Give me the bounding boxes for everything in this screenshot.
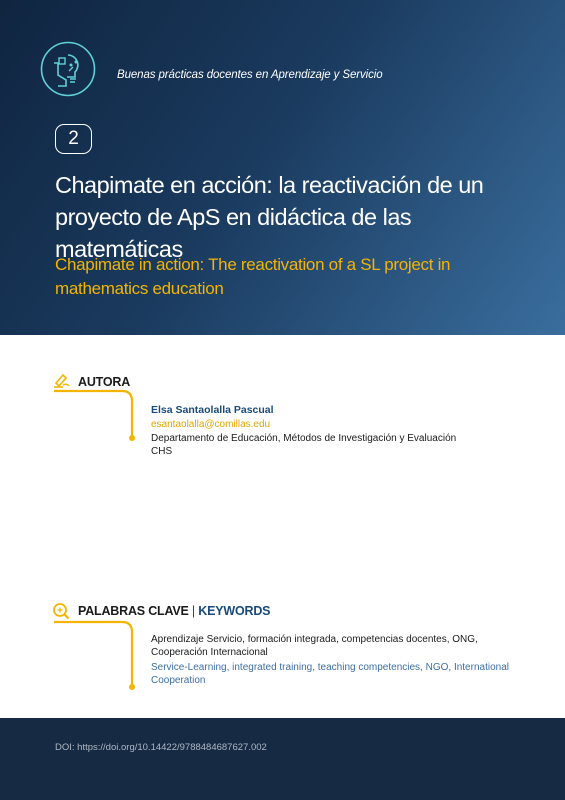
keywords-connector-line (52, 620, 136, 692)
magnifier-icon (52, 602, 70, 620)
author-section-label: AUTORA (78, 375, 131, 389)
title-spanish: Chapimate en acción: la reactivación de un proyecto de ApS en didáctica de las matemáticas (55, 172, 484, 262)
writing-hand-icon (53, 373, 71, 389)
footer-bar (0, 718, 565, 800)
keywords-label-english: KEYWORDS (198, 604, 271, 618)
keywords-section-label (78, 604, 270, 618)
header-banner (0, 0, 565, 335)
author-organization: CHS (151, 446, 173, 457)
chapter-number: 2 (55, 124, 92, 154)
author-connector-line (52, 389, 136, 443)
title-english: Chapimate in action: The reactivation of a SL project in mathematics education (55, 255, 451, 298)
doi-link[interactable]: DOI: https://doi.org/10.14422/9788484687627.002 (55, 742, 267, 753)
keywords-english: Service-Learning, integrated training, teaching competencies, NGO, International Cooperation (151, 662, 509, 686)
author-department: Departamento de Educación, Métodos de Investigación y Evaluación (151, 433, 457, 444)
keywords-label-spanish: PALABRAS CLAVE (78, 604, 189, 618)
keywords-spanish: Aprendizaje Servicio, formación integrada, competencias docentes, ONG, Cooperación Internacional (151, 634, 478, 658)
author-name: Elsa Santaolalla Pascual (151, 404, 274, 416)
author-email-link[interactable]: esantaolalla@comillas.edu (151, 419, 271, 430)
series-title: Buenas prácticas docentes en Aprendizaje y Servicio (117, 69, 383, 81)
keywords-label-separator: | (191, 604, 195, 618)
hand-lightbulb-icon (40, 41, 96, 97)
